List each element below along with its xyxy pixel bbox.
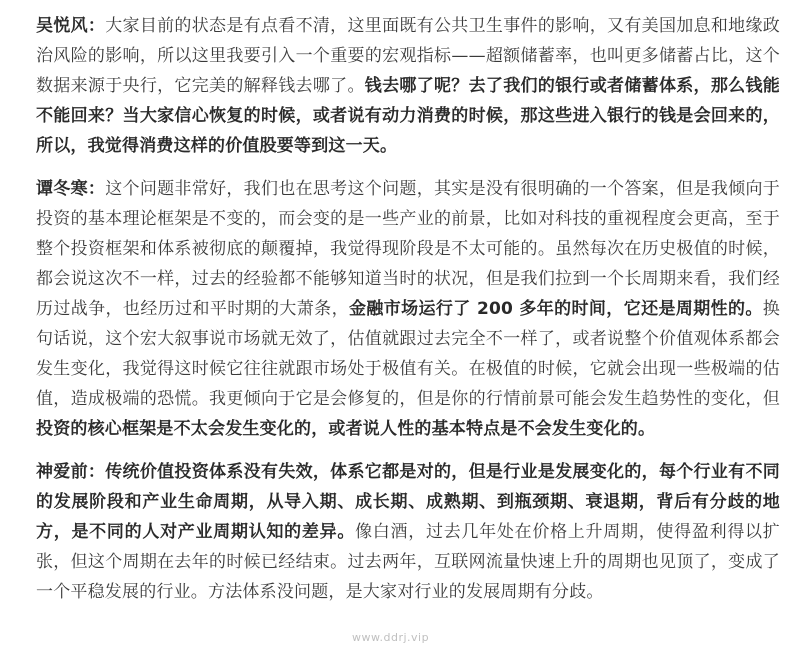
paragraph-shen-aiqian [36, 457, 780, 607]
paragraph-bold-text: 投资的核心框架是不太会发生变化的，或者说人性的基本特点是不会发生变化的。 [36, 419, 656, 439]
paragraph-bold-text: 金融市场运行了 200 多年的时间，它还是周期性的。 [348, 299, 763, 319]
paragraph-bold-text: 钱去哪了呢？去了我们的银行或者储蓄体系，那么钱能不能回来？当大家信心恢复的时候，或者说有动力消费的时候，那这些进入银行的钱是会回来的，所以，我觉得消费这样的价值股要等到这一天。 [36, 76, 780, 156]
paragraph-wu-yuefeng [36, 11, 780, 161]
paragraph-text: 这个问题非常好，我们也在思考这个问题，其实是没有很明确的一个答案，但是我倾向于投资的基本理论框架是不变的，而会变的是一些产业的前景，比如对科技的重视程度会更高，至于整个投资框架和体系被彻底的颠覆掉，我觉得现阶段是不太可能的。虽然每次在历史极值的时候，都会说这次不一样，过去的经验都不能够知道当时的状况，但是我们拉到一个长周期来看，我们经历过战争，也经历过和平时期的大萧条， [36, 179, 780, 319]
paragraph-bold-text: 传统价值投资体系没有失效，体系它都是对的，但是行业是发展变化的，每个行业有不同的发展阶段和产业生命周期，从导入期、成长期、成熟期、到瓶颈期、衰退期，背后有分歧的地方，是不同的人对产业周期认知的差异。 [36, 462, 780, 542]
speaker-name: 谭冬寒： [36, 179, 106, 199]
paragraph-text: 像白酒，过去几年处在价格上升周期，使得盈利得以扩张，但这个周期在去年的时候已经结束。过去两年，互联网流量快速上升的周期也见顶了，变成了一个平稳发展的行业。方法体系没问题，是大家对行业的发展周期有分歧。 [36, 522, 780, 602]
paragraph-tan-donghan [36, 174, 780, 444]
speaker-name: 神爱前： [36, 462, 106, 482]
site-watermark: www.ddrj.vip [352, 631, 430, 644]
paragraph-text: 换句话说，这个宏大叙事说市场就无效了，估值就跟过去完全不一样了，或者说整个价值观体系都会发生变化，我觉得这时候它往往就跟市场处于极值有关。在极值的时候，它就会出现一些极端的估值，造成极端的恐慌。我更倾向于它是会修复的，但是你的行情前景可能会发生趋势性的变化，但 [36, 299, 780, 409]
speaker-name: 吴悦风： [36, 16, 106, 36]
paragraph-text: 大家目前的状态是有点看不清，这里面既有公共卫生事件的影响，又有美国加息和地缘政治风险的影响，所以这里我要引入一个重要的宏观指标——超额储蓄率，也叫更多储蓄占比，这个数据来源于央行，它完美的解释钱去哪了。 [36, 16, 780, 96]
